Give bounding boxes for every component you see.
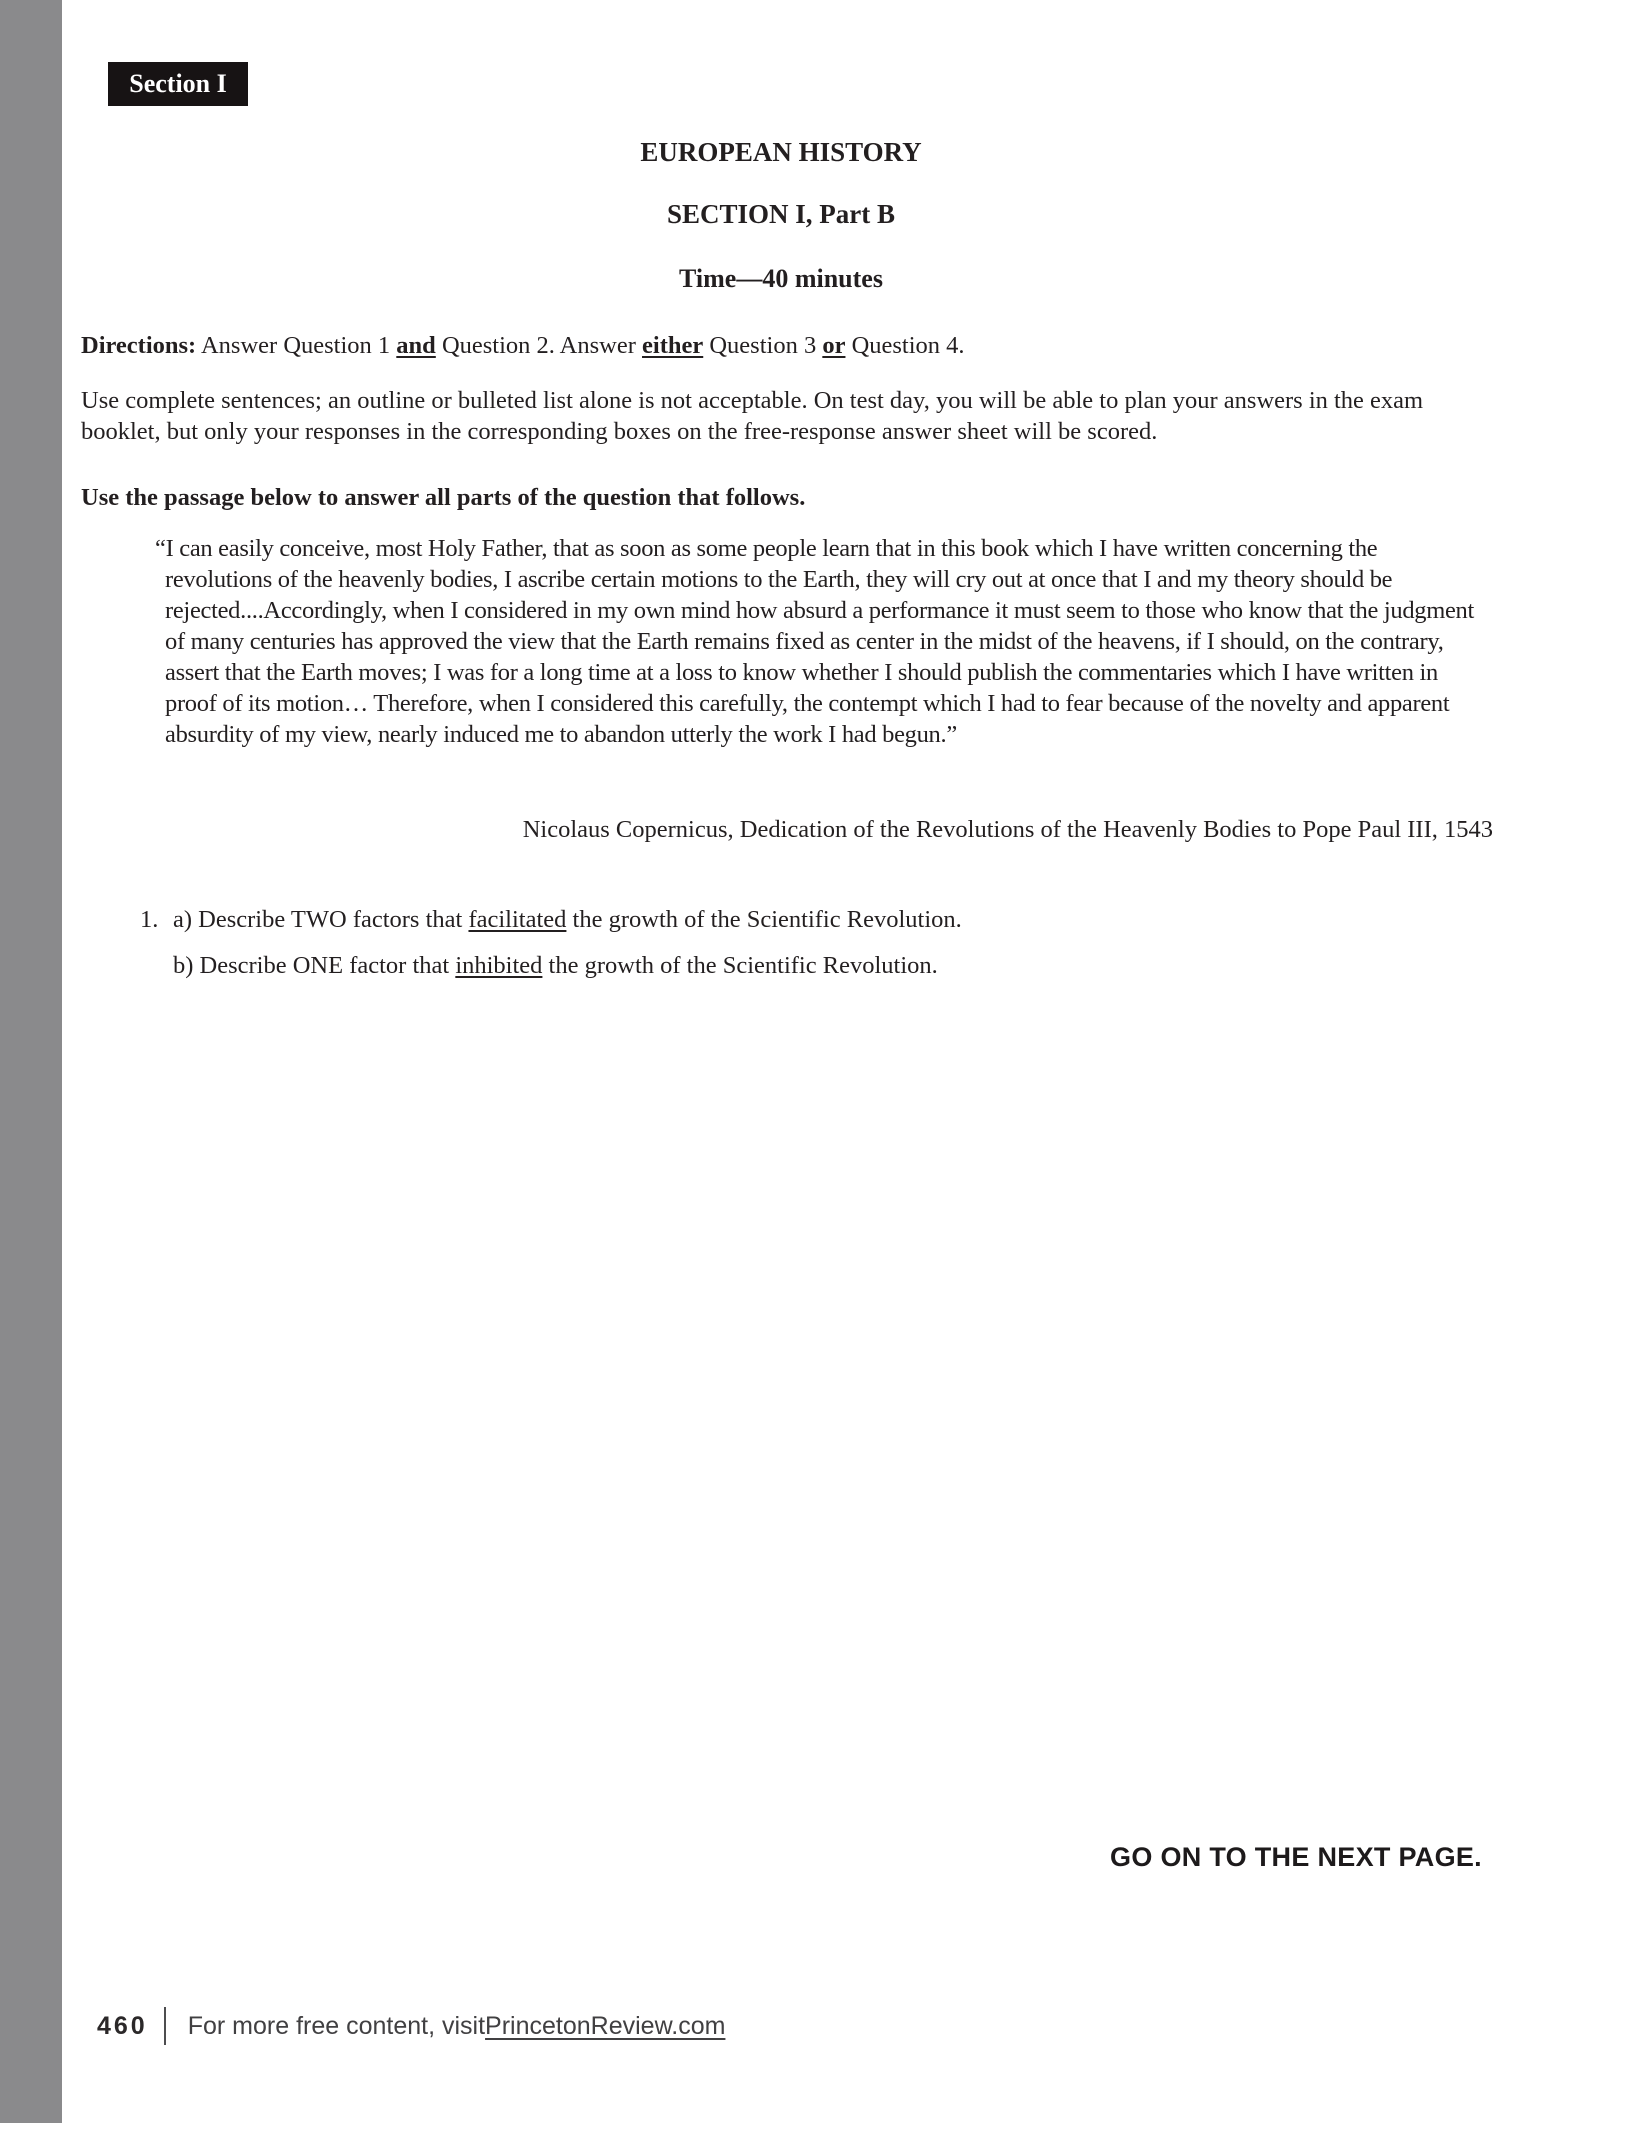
directions-and: and	[396, 332, 436, 359]
question-1b-text	[173, 950, 1481, 981]
passage-quote: “I can easily conceive, most Holy Father, that as soon as some people learn that in this book which I have written concerning the revolutions of the heavenly bodies, I ascribe certain motions to the Earth, they will cry out at once that I and my theory should be rejected....Accordingly, when I considered in my own mind how absurd a performance it must seem to those who know that the judgment of many centuries has approved the view that the Earth remains fixed as center in the midst of the heavens, if I should, on the contrary, assert that the Earth moves; I was for a long time at a loss to know whether I should publish the commentaries which I have written in proof of its motion… Therefore, when I considered this carefully, the contempt which I had to fear because of the novelty and apparent absurdity of my view, nearly induced me to abandon utterly the work I had begun.”	[155, 535, 1475, 748]
page-footer	[97, 2007, 725, 2045]
passage-attribution: Nicolaus Copernicus, Dedication of the Revolutions of the Heavenly Bodies to Pope Paul III, 1543	[522, 816, 1493, 843]
question-1a	[81, 904, 1481, 935]
footer-divider	[164, 2007, 166, 2045]
question-1b-pre: b) Describe ONE factor that	[173, 952, 456, 979]
instructions-text: Use complete sentences; an outline or bulleted list alone is not acceptable. On test day, you will be able to plan your answers in the exam booklet, but only your responses in the corresponding boxes on the free-response answer sheet will be scored.	[81, 387, 1424, 445]
section-tab-label: Section I	[129, 69, 227, 98]
footer-text: For more free content, visit	[187, 2011, 486, 2040]
footer-link[interactable]: PrincetonReview.com	[485, 2011, 726, 2040]
page-edge-bar	[0, 0, 62, 2123]
question-number-spacer	[140, 950, 173, 981]
passage-lead-in: Use the passage below to answer all parts of the question that follows.	[81, 484, 806, 511]
directions-either: either	[642, 332, 704, 359]
question-1b-post: the growth of the Scientific Revolution.	[542, 952, 938, 979]
question-1a-post: the growth of the Scientific Revolution.	[566, 906, 962, 933]
question-1b-underlined: inhibited	[455, 952, 543, 979]
directions-part3: Question 3	[703, 332, 823, 359]
question-1a-pre: a) Describe TWO factors that	[173, 906, 469, 933]
directions-part1: Answer Question 1	[196, 332, 397, 359]
directions-label: Directions:	[81, 332, 197, 359]
directions-part4: Question 4.	[845, 332, 965, 359]
time-limit: Time—40 minutes	[679, 264, 883, 293]
question-1a-text	[173, 904, 1481, 935]
question-1a-underlined: facilitated	[468, 906, 567, 933]
directions-part2: Question 2. Answer	[435, 332, 643, 359]
page-number: 460	[97, 2011, 148, 2040]
question-1b	[81, 950, 1481, 981]
exam-content	[81, 0, 1493, 981]
section-subtitle: SECTION I, Part B	[666, 199, 896, 229]
question-number: 1.	[140, 906, 159, 933]
directions-line	[81, 330, 1481, 361]
go-on-notice: GO ON TO THE NEXT PAGE.	[1110, 1842, 1482, 1872]
page-title: EUROPEAN HISTORY	[640, 137, 922, 167]
directions-or: or	[822, 332, 846, 359]
